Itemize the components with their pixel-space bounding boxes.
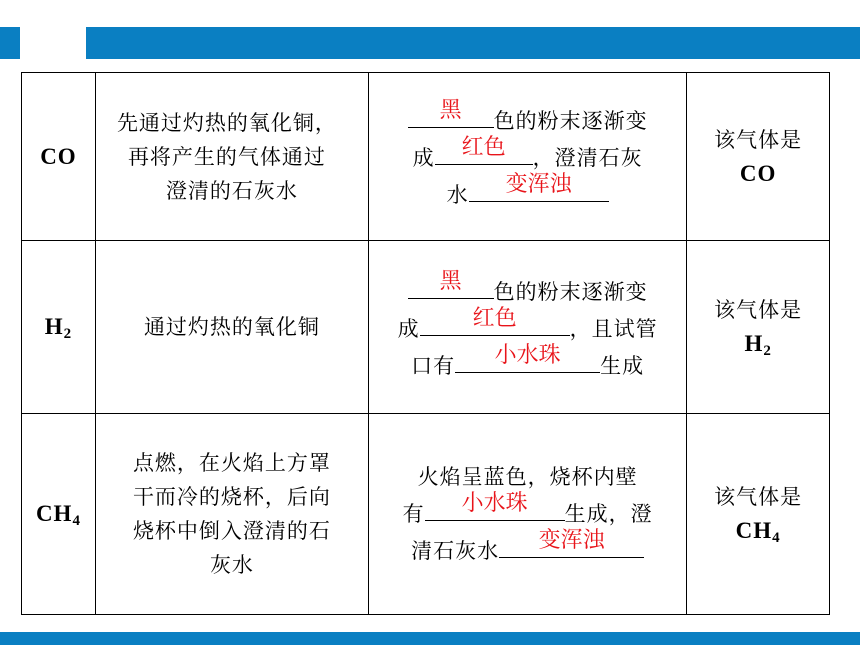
gas-cell: CO bbox=[22, 73, 96, 241]
gas-identification-table bbox=[21, 72, 830, 615]
conclusion-cell: 该气体是 CO bbox=[687, 73, 830, 241]
phenomenon-cell: 黑 色的粉末逐渐变 成 红色 ，且试管 口有 小水珠 生成 bbox=[369, 241, 687, 414]
gas-cell: $H_2$ bbox=[22, 241, 96, 414]
method-cell bbox=[95, 414, 368, 615]
answer-text: 黑 bbox=[439, 98, 462, 123]
answer-blank bbox=[408, 268, 494, 299]
method-cell bbox=[95, 73, 368, 241]
header-bar-left bbox=[0, 27, 20, 59]
answer-blank bbox=[425, 491, 565, 521]
answer-text: 小水珠 bbox=[494, 342, 561, 368]
method-line: 干而冷的烧杯，后向 bbox=[132, 485, 331, 509]
answer-blank bbox=[499, 528, 644, 558]
method-line: 通过灼热的氧化铜 bbox=[143, 315, 320, 339]
method-line: 再将产生的气体通过 bbox=[127, 144, 326, 169]
header-bar bbox=[86, 27, 860, 59]
answer-text: 变浑浊 bbox=[538, 528, 605, 553]
answer-text: 红色 bbox=[461, 135, 506, 160]
answer-text: 黑 bbox=[439, 268, 462, 294]
gas-cell: $CH_4$ bbox=[22, 414, 96, 615]
phenomenon-cell: 火焰呈蓝色，烧杯内壁 有 小水珠 生成，澄 清石灰水 变浑浊 bbox=[369, 414, 687, 615]
conclusion-cell: 该气体是 $H_2$ bbox=[687, 241, 830, 414]
table-row-co bbox=[22, 73, 830, 241]
method-line: 先通过灼热的氧化铜， bbox=[116, 110, 337, 135]
method-cell bbox=[95, 241, 368, 414]
method-line: 灰水 bbox=[209, 553, 254, 577]
answer-blank bbox=[435, 135, 533, 165]
table-row-h2 bbox=[22, 241, 830, 414]
answer-text: 小水珠 bbox=[461, 491, 528, 516]
answer-blank bbox=[420, 305, 570, 336]
method-line: 点燃，在火焰上方罩 bbox=[132, 451, 331, 475]
phenomenon-cell: 黑 色的粉末逐渐变 成 红色 ，澄清石灰 水 变浑浊 bbox=[369, 73, 687, 241]
answer-blank bbox=[408, 98, 494, 128]
method-line: 烧杯中倒入澄清的石 bbox=[132, 519, 331, 543]
conclusion-cell: 该气体是 $CH_4$ bbox=[687, 414, 830, 615]
method-line: 澄清的石灰水 bbox=[165, 178, 298, 203]
answer-blank bbox=[469, 172, 609, 202]
answer-blank bbox=[455, 342, 600, 373]
footer-bar bbox=[0, 632, 860, 645]
table-row-ch4 bbox=[22, 414, 830, 615]
answer-text: 变浑浊 bbox=[505, 172, 572, 197]
answer-text: 红色 bbox=[472, 305, 517, 331]
